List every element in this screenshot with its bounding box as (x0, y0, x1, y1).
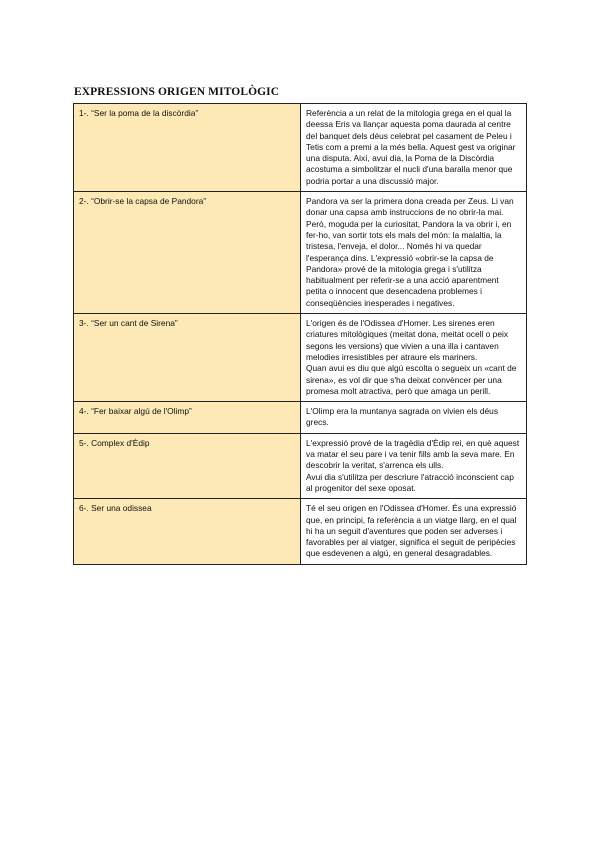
expression-definition (301, 192, 527, 314)
table-row (74, 402, 527, 434)
expression-definition (301, 499, 527, 564)
table-row (74, 433, 527, 498)
expression-term: 6-. Ser una odissea (74, 499, 301, 564)
definition-paragraph: L'Olimp era la muntanya sagrada on vivien els déus grecs. (306, 406, 499, 428)
document-title: EXPRESSIONS ORIGEN MITOLÒGIC (74, 86, 280, 98)
expression-definition (301, 433, 527, 498)
expression-term: 1-. “Ser la poma de la discòrdia” (74, 104, 301, 192)
expression-term: 4-. “Fer baixar algú de l'Olimp” (74, 402, 301, 434)
definition-paragraph: Referència a un relat de la mitologia grega en el qual la deessa Eris va llançar aquesta poma daurada al centre del banquet dels déus celebrat pel casament de Peleu i Tetis com a premi a la més bella. Aquest gest va originar una disputa. Així, avui dia, la Poma de la Discòrdia acostuma a simbolitzar el nucli d'una baralla menor que podria portar a una discussió major. (306, 108, 516, 186)
definition-paragraph: L'origen és de l'Odissea d'Homer. Les sirenes eren criatures mitològiques (meitat dona, meitat ocell o peix segons les versions) que vivien a una illa i cantaven melodies irresistibles per atraure els mariners. (306, 318, 509, 362)
definition-paragraph: Pandora va ser la primera dona creada per Zeus. Li van donar una capsa amb instruccions de no obrir-la mai. Però, moguda per la curiositat, Pandora la va obrir i, en fer-ho, van sortir tots els mals del món: la malaltia, la tristesa, l'enveja, el dolor... Només hi va quedar l'esperança dins. L'expressió «obrir-se la capsa de Pandora» prové de la mitologia grega i s'utilitza habitualment per referir-se a una acció aparentment petita o innocent que desencadena problemes i conseqüències inesperades i negatives. (306, 196, 514, 308)
table-row (74, 192, 527, 314)
expression-definition (301, 402, 527, 434)
table-row (74, 104, 527, 192)
expression-term: 5-. Complex d'Èdip (74, 433, 301, 498)
expression-term: 2-. “Obrir-se la capsa de Pandora” (74, 192, 301, 314)
expression-definition (301, 314, 527, 402)
table-row (74, 314, 527, 402)
expression-definition (301, 104, 527, 192)
table-row (74, 499, 527, 564)
definition-paragraph: L'expressió prové de la tragèdia d'Èdip rei, en què aquest va matar el seu pare i va tenir fills amb la seva mare. En descobrir la veritat, s'arrenca els ulls. (306, 437, 520, 471)
definition-paragraph: Quan avui es diu que algú escolta o segueix un «cant de sirena», es vol dir que s'ha deixat convèncer per una promesa molt atractiva, però que amaga un perill. (306, 363, 517, 396)
definition-paragraph: Té el seu origen en l'Odissea d'Homer. És una expressió que, en principi, fa referència a un viatge llarg, en el qual hi ha un seguit d'aventures que poden ser adverses i favorables per al viatger, significa el seguit de peripècies que esdevenen a algú, en general desagradables. (306, 503, 517, 559)
expressions-table (73, 103, 527, 565)
expression-term: 3-. “Ser un cant de Sirena” (74, 314, 301, 402)
definition-paragraph: Avui dia s'utilitza per descriure l'atracció inconscient cap al progenitor del sexe oposat. (306, 471, 514, 493)
